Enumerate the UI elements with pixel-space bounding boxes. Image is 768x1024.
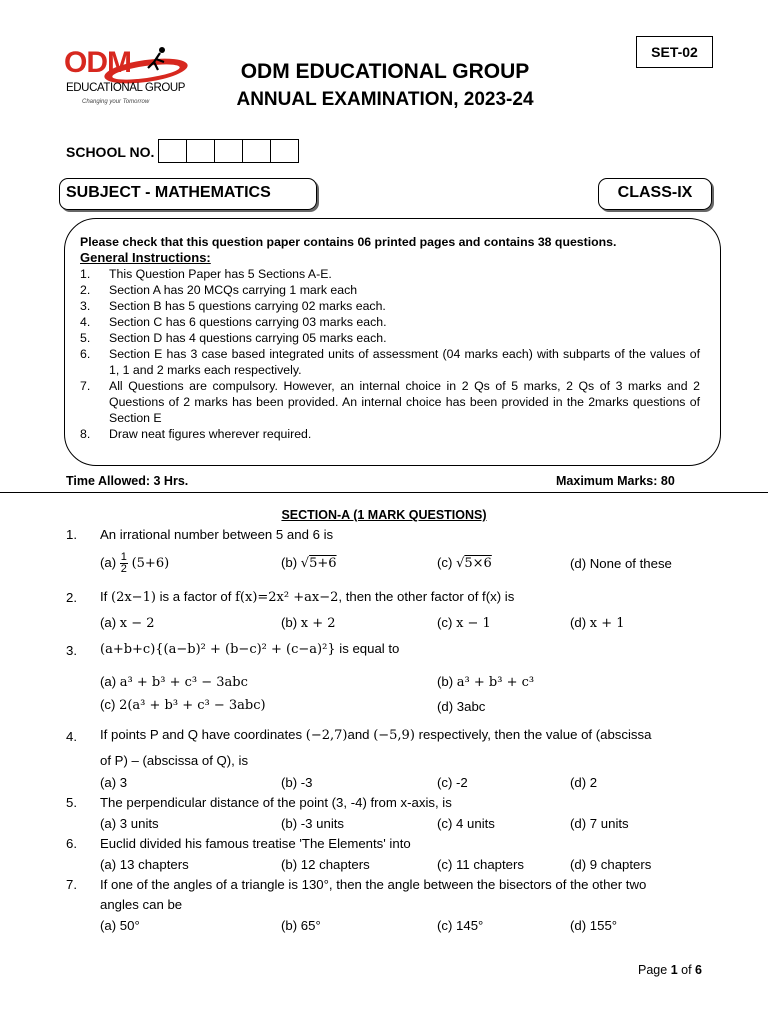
option-a[interactable]: (a) a³ + b³ + c³ − 3abc xyxy=(100,674,248,690)
logo-tagline: Changing your Tomorrow xyxy=(82,99,150,105)
question-number: 6. xyxy=(66,836,77,851)
question-text: An irrational number between 5 and 6 is xyxy=(100,527,334,542)
option-d[interactable]: (d) None of these xyxy=(570,556,672,571)
instruction-item: 3. Section B has 5 questions carrying 02 marks each. xyxy=(80,299,386,313)
page-check-note: Please check that this question paper contains 06 printed pages and contains 38 questions. xyxy=(80,235,617,249)
instructions-list xyxy=(80,266,700,442)
divider xyxy=(0,492,768,493)
question-number: 1. xyxy=(66,527,77,542)
instruction-item: 4. Section C has 6 questions carrying 03 marks each. xyxy=(80,315,387,329)
exam-title: ANNUAL EXAMINATION, 2023-24 xyxy=(236,89,534,110)
option-b[interactable]: (b) 12 chapters xyxy=(281,857,370,872)
option-a[interactable]: (a) 3 units xyxy=(100,816,159,831)
option-a[interactable]: (a) 50° xyxy=(100,918,140,933)
question-text: If points P and Q have coordinates (−2,7)and (−5,9) respectively, then the value of (abscissa xyxy=(100,727,652,743)
question-text: (a+b+c){(a−b)² + (b−c)² + (c−a)²} is equal to xyxy=(100,641,400,657)
option-d[interactable]: (d) x + 1 xyxy=(570,615,625,631)
school-no-box[interactable] xyxy=(215,140,243,162)
question-text: The perpendicular distance of the point (3, -4) from x-axis, is xyxy=(100,795,452,810)
option-b[interactable]: (b) √5+6 xyxy=(281,555,337,571)
school-no-box[interactable] xyxy=(243,140,271,162)
option-d[interactable]: (d) 155° xyxy=(570,918,618,933)
instruction-item: 7. All Questions are compulsory. However, an internal choice in 2 Qs of 5 marks, 2 Qs of 3 marks and 2 Questions of 2 marks has been provided. An internal choice has been provided in the 2marks questions of Section E xyxy=(80,379,700,425)
question-number: 5. xyxy=(66,795,77,810)
maximum-marks: Maximum Marks: 80 xyxy=(556,474,675,488)
option-c[interactable]: (c) 4 units xyxy=(437,816,495,831)
school-no-box[interactable] xyxy=(159,140,187,162)
instruction-item: 1. This Question Paper has 5 Sections A-E. xyxy=(80,267,332,281)
school-no-label: SCHOOL NO. xyxy=(66,144,155,160)
instructions-heading: General Instructions: xyxy=(80,250,211,265)
question-text: If one of the angles of a triangle is 130°, then the angle between the bisectors of the other two xyxy=(100,877,647,892)
option-d[interactable]: (d) 9 chapters xyxy=(570,857,652,872)
logo-brand: ODM xyxy=(64,46,131,79)
option-c[interactable]: (c) -2 xyxy=(437,775,468,790)
question-number: 4. xyxy=(66,729,77,744)
time-allowed: Time Allowed: 3 Hrs. xyxy=(66,474,189,488)
option-d[interactable]: (d) 7 units xyxy=(570,816,629,831)
option-a[interactable]: (a) $\frac{1}{2}$ (5+6) xyxy=(100,551,170,575)
class-label: CLASS-IX xyxy=(598,178,712,210)
page-title: ODM EDUCATIONAL GROUP xyxy=(240,60,530,83)
instruction-item: 8. Draw neat figures wherever required. xyxy=(80,427,312,441)
question-number: 3. xyxy=(66,643,77,658)
school-no-boxes[interactable] xyxy=(158,139,299,163)
fraction: $\frac{1}{2}$ xyxy=(120,551,127,575)
set-label: SET-02 xyxy=(636,36,713,68)
logo-subtitle: EDUCATIONAL GROUP xyxy=(66,82,186,94)
subject-label: SUBJECT - MATHEMATICS xyxy=(59,178,317,210)
question-text-line2: angles can be xyxy=(100,897,183,912)
option-c[interactable]: (c) √5×6 xyxy=(437,555,492,571)
question-number: 2. xyxy=(66,590,77,605)
option-a[interactable]: (a) 13 chapters xyxy=(100,857,189,872)
option-a[interactable]: (a) x − 2 xyxy=(100,615,155,631)
option-c[interactable]: (c) 2(a³ + b³ + c³ − 3abc) xyxy=(100,697,266,713)
section-title: SECTION-A (1 MARK QUESTIONS) xyxy=(281,508,487,522)
instructions xyxy=(80,234,700,442)
option-c[interactable]: (c) x − 1 xyxy=(437,615,491,631)
option-d[interactable]: (d) 3abc xyxy=(437,699,486,714)
page-number: Page 1 of 6 xyxy=(638,963,702,977)
option-a[interactable]: (a) 3 xyxy=(100,775,128,790)
school-no-box[interactable] xyxy=(271,140,298,162)
instruction-item: 2. Section A has 20 MCQs carrying 1 mark each xyxy=(80,283,358,297)
option-c[interactable]: (c) 11 chapters xyxy=(437,857,524,872)
question-text-line2: of P) – (abscissa of Q), is xyxy=(100,753,249,768)
question-text: If (2x−1) is a factor of f(x)=2x² +ax−2, then the other factor of f(x) is xyxy=(100,589,515,605)
instruction-item: 6. Section E has 3 case based integrated units of assessment (04 marks each) with subparts of the values of 1, 1 and 2 marks each respectively. xyxy=(80,347,700,377)
instruction-item: 5. Section D has 4 questions carrying 05 marks each. xyxy=(80,331,387,345)
question-number: 7. xyxy=(66,877,77,892)
odm-logo xyxy=(64,44,194,114)
option-b[interactable]: (b) x + 2 xyxy=(281,615,336,631)
school-no-box[interactable] xyxy=(187,140,215,162)
option-b[interactable]: (b) -3 xyxy=(281,775,313,790)
question-text: Euclid divided his famous treatise 'The Elements' into xyxy=(100,836,411,851)
option-d[interactable]: (d) 2 xyxy=(570,775,598,790)
option-b[interactable]: (b) -3 units xyxy=(281,816,345,831)
option-b[interactable]: (b) 65° xyxy=(281,918,321,933)
option-c[interactable]: (c) 145° xyxy=(437,918,484,933)
option-b[interactable]: (b) a³ + b³ + c³ xyxy=(437,674,535,690)
